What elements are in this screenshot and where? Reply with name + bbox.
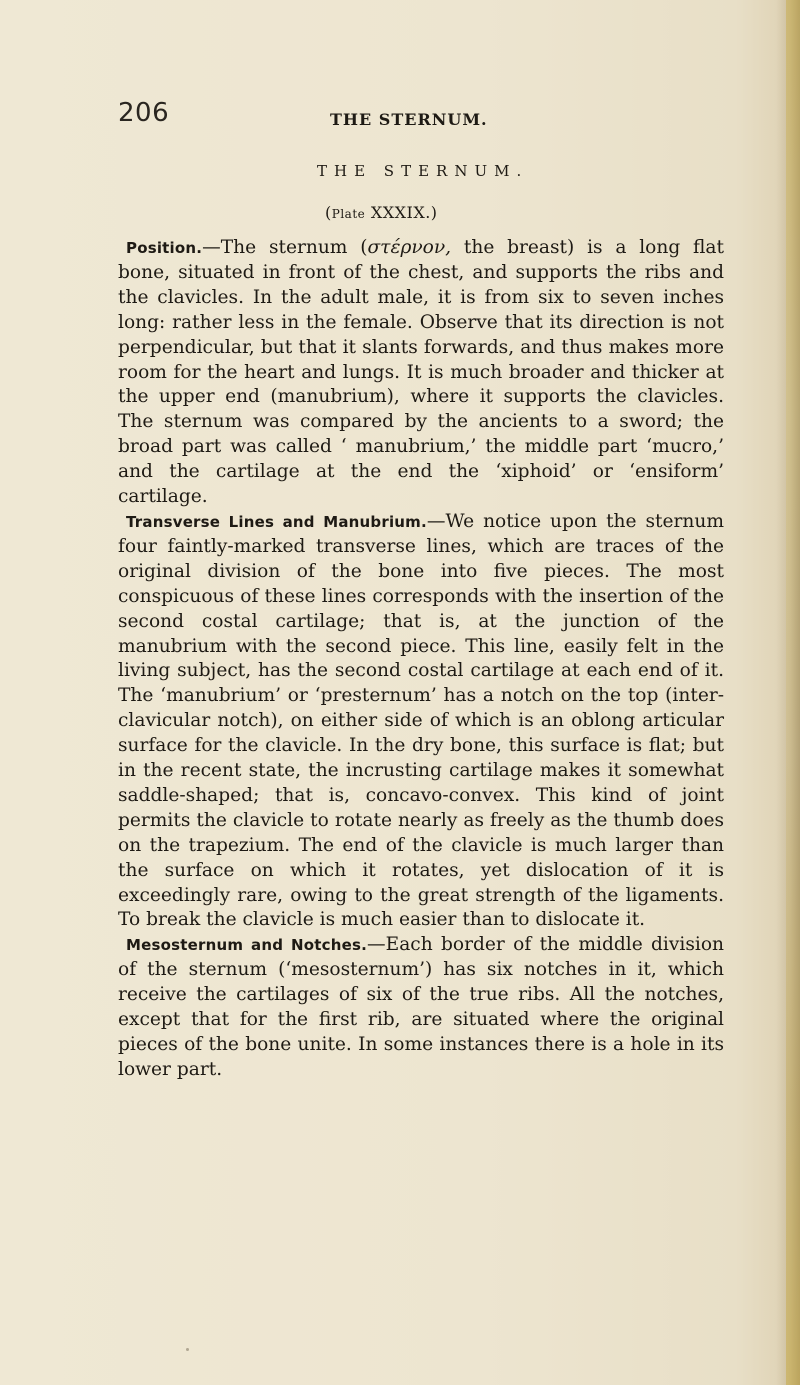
- section-title: THE STERNUM.: [317, 162, 529, 180]
- plate-reference: [325, 203, 438, 222]
- paragraph-text-position-lead: —The sternum (: [202, 237, 368, 258]
- page-edge-stain: [786, 0, 800, 1385]
- plate-ref-number: XXXIX.): [365, 203, 438, 222]
- paragraph-text-mesosternum: —Each border of the middle division of the sternum (‘mesosternum’) has six notches in it, which receive the cartilages of six of the true ribs. All the notches, except that for the first rib, are situated where the original pieces of the bone unite. In some instances there is a hole in its lower part.: [118, 934, 724, 1080]
- paragraph-transverse: [118, 510, 724, 933]
- paragraph-text-transverse: —We notice upon the sternum four faintly-marked transverse lines, which are traces of the original division of the bone into five pieces. The most conspicuous of these lines corresponds with the insertion of the second costal cartilage; that is, at the junction of the manubrium with the second piece. This line, easily felt in the living subject, has the second costal cartilage at each end of it. The ‘manubrium’ or ‘presternum’ has a notch on the top (inter-clavicular notch), on either side of which is an oblong articular surface for the clavicle. In the dry bone, this surface is flat; but in the recent state, the incrusting cartilage makes it somewhat saddle-shaped; that is, concavo-convex. This kind of joint permits the clavicle to rotate nearly as freely as the thumb does on the trapezium. The end of the clavicle is much larger than the surface on which it rotates, yet dislocation of it is exceedingly rare, owing to the great strength of the ligaments. To break the clavicle is much easier than to dislocate it.: [118, 510, 724, 931]
- plate-ref-open: (: [325, 203, 332, 222]
- paragraph-text-position: the breast) is a long flat bone, situated in front of the chest, and supports the ribs and the clavicles. In the adult male, it is from six to seven inches long: rather less in the female. Observe that its direction is not perpendicular, but that it slants forwards, and thus makes more room for the heart and lungs. It is much broader and thicker at the upper end (manubrium), where it supports the clavicles. The sternum was compared by the ancients to a sword; the broad part was called ‘ manubrium,’ the middle part ‘mucro,’ and the cartilage at the end the ‘xiphoid’ or ‘ensiform’ cartilage.: [118, 237, 724, 508]
- paragraph-heading-transverse: Transverse Lines and Manubrium.: [126, 512, 427, 531]
- paragraph-heading-position: Position.: [126, 239, 203, 257]
- page-number: 206: [118, 98, 170, 128]
- greek-word: στέρνον,: [367, 237, 452, 258]
- body-text: [118, 236, 724, 1083]
- plate-ref-label: Plate: [331, 207, 366, 221]
- paragraph-position: [118, 236, 724, 510]
- running-head: THE STERNUM.: [330, 110, 488, 129]
- paper-fleck: [560, 1020, 562, 1022]
- paper-fleck: [186, 1348, 189, 1351]
- paragraph-heading-mesosternum: Mesosternum and Notches.: [126, 936, 368, 955]
- paragraph-mesosternum: [118, 933, 724, 1082]
